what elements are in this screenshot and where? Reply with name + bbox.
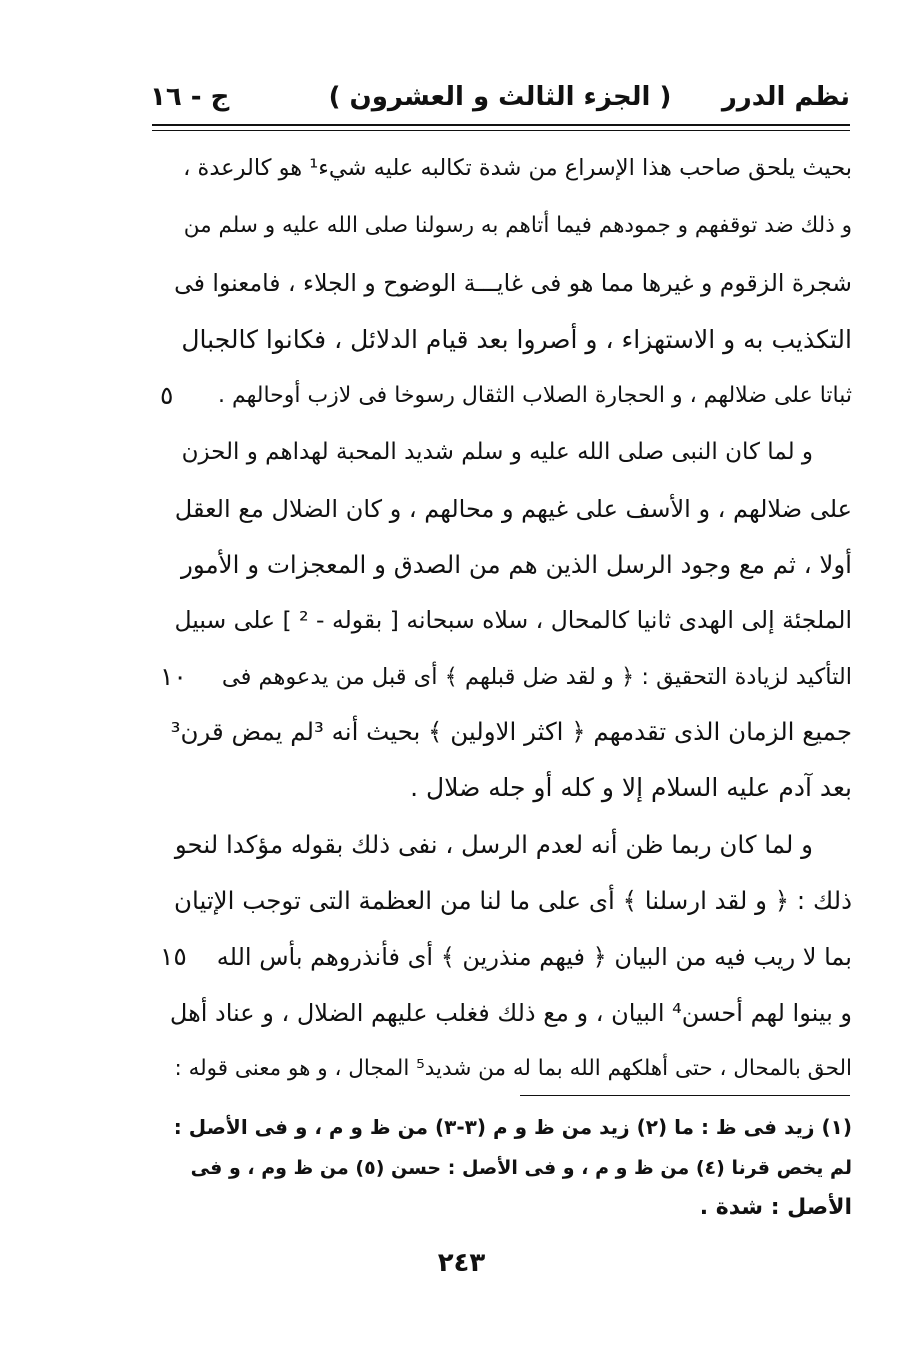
footnote-line: لم يخص قرنا (٤) من ظ و م ، و فى الأصل : حسن (٥) من ظ وم ، و فى xyxy=(190,1157,852,1179)
text-line: ثباتا على ضلالهم ، و الحجارة الصلاب الثقال رسوخا فى لازب أوحالهم . xyxy=(217,383,852,408)
text-line: الحق بالمحال ، حتى أهلكهم الله بما له من شديد⁵ المجال ، و هو معنى قوله : xyxy=(174,1056,852,1081)
footnote-line: (١) زيد فى ظ : ما (٢) زيد من ظ و م (٣-٣) من ظ و م ، و فى الأصل : xyxy=(173,1115,852,1139)
text-line: و ذلك ضد توقفهم و جمودهم فيما أتاهم به رسولنا صلى الله عليه و سلم من xyxy=(183,213,852,238)
text-line: الملجئة إلى الهدى ثانيا كالمحال ، سلاه سبحانه [ بقوله - ² ] على سبيل xyxy=(174,606,852,634)
text-line: جميع الزمان الذى تقدمهم ﴿ اكثر الاولين ﴾ بحيث أنه ³لم يمض قرن³ xyxy=(170,717,852,746)
text-line: بعد آدم عليه السلام إلا و كله أو جله ضلال . xyxy=(410,773,852,802)
text-line: شجرة الزقوم و غيرها مما هو فى غايـــة الوضوح و الجلاء ، فامعنوا فى xyxy=(174,269,852,297)
header-part-title: ( الجزء الثالث و العشرون ) xyxy=(328,82,672,112)
header-book-title: نظم الدرر xyxy=(721,82,850,112)
text-line: و لما كان ربما ظن أنه لعدم الرسل ، نفى ذلك بقوله مؤكدا لنحو xyxy=(174,830,813,859)
page-number: ٢٤٣ xyxy=(437,1248,486,1278)
text-line: بما لا ريب فيه من البيان ﴿ فيهم منذرين ﴾ أى فأنذروهم بأس الله xyxy=(216,943,852,971)
footnote-line: الأصل : شدة . xyxy=(699,1195,852,1220)
footnote-rule xyxy=(520,1095,850,1096)
text-line: أولا ، ثم مع وجود الرسل الذين هم من الصدق و المعجزات و الأمور xyxy=(181,550,852,579)
text-line: بحيث يلحق صاحب هذا الإسراع من شدة تكالبه عليه شيء¹ هو كالرعدة ، xyxy=(183,155,852,181)
text-line: و بينوا لهم أحسن⁴ البيان ، و مع ذلك فغلب عليهم الضلال ، و عناد أهل xyxy=(169,999,852,1027)
header-volume: ج - ١٦ xyxy=(150,82,230,112)
line-number: ١٥ xyxy=(160,942,187,971)
text-line: و لما كان النبى صلى الله عليه و سلم شديد المحبة لهداهم و الحزن xyxy=(181,439,813,465)
text-line: ذلك : ﴿ و لقد ارسلنا ﴾ أى على ما لنا من العظمة التى توجب الإتيان xyxy=(173,886,852,915)
running-header xyxy=(150,72,850,122)
line-number: ١٠ xyxy=(160,662,187,691)
line-number: ٥ xyxy=(160,381,174,410)
text-line: التكذيب به و الاستهزاء ، و أصروا بعد قيام الدلائل ، فكانوا كالجبال xyxy=(181,325,852,354)
header-rule-top xyxy=(152,124,850,126)
header-rule-bottom xyxy=(152,130,850,131)
text-line: على ضلالهم ، و الأسف على غيهم و محالهم ، و كان الضلال مع العقل xyxy=(174,495,852,523)
text-line: التأكيد لزيادة التحقيق : ﴿ و لقد ضل قبلهم ﴾ أى قبل من يدعوهم فى xyxy=(221,664,852,690)
